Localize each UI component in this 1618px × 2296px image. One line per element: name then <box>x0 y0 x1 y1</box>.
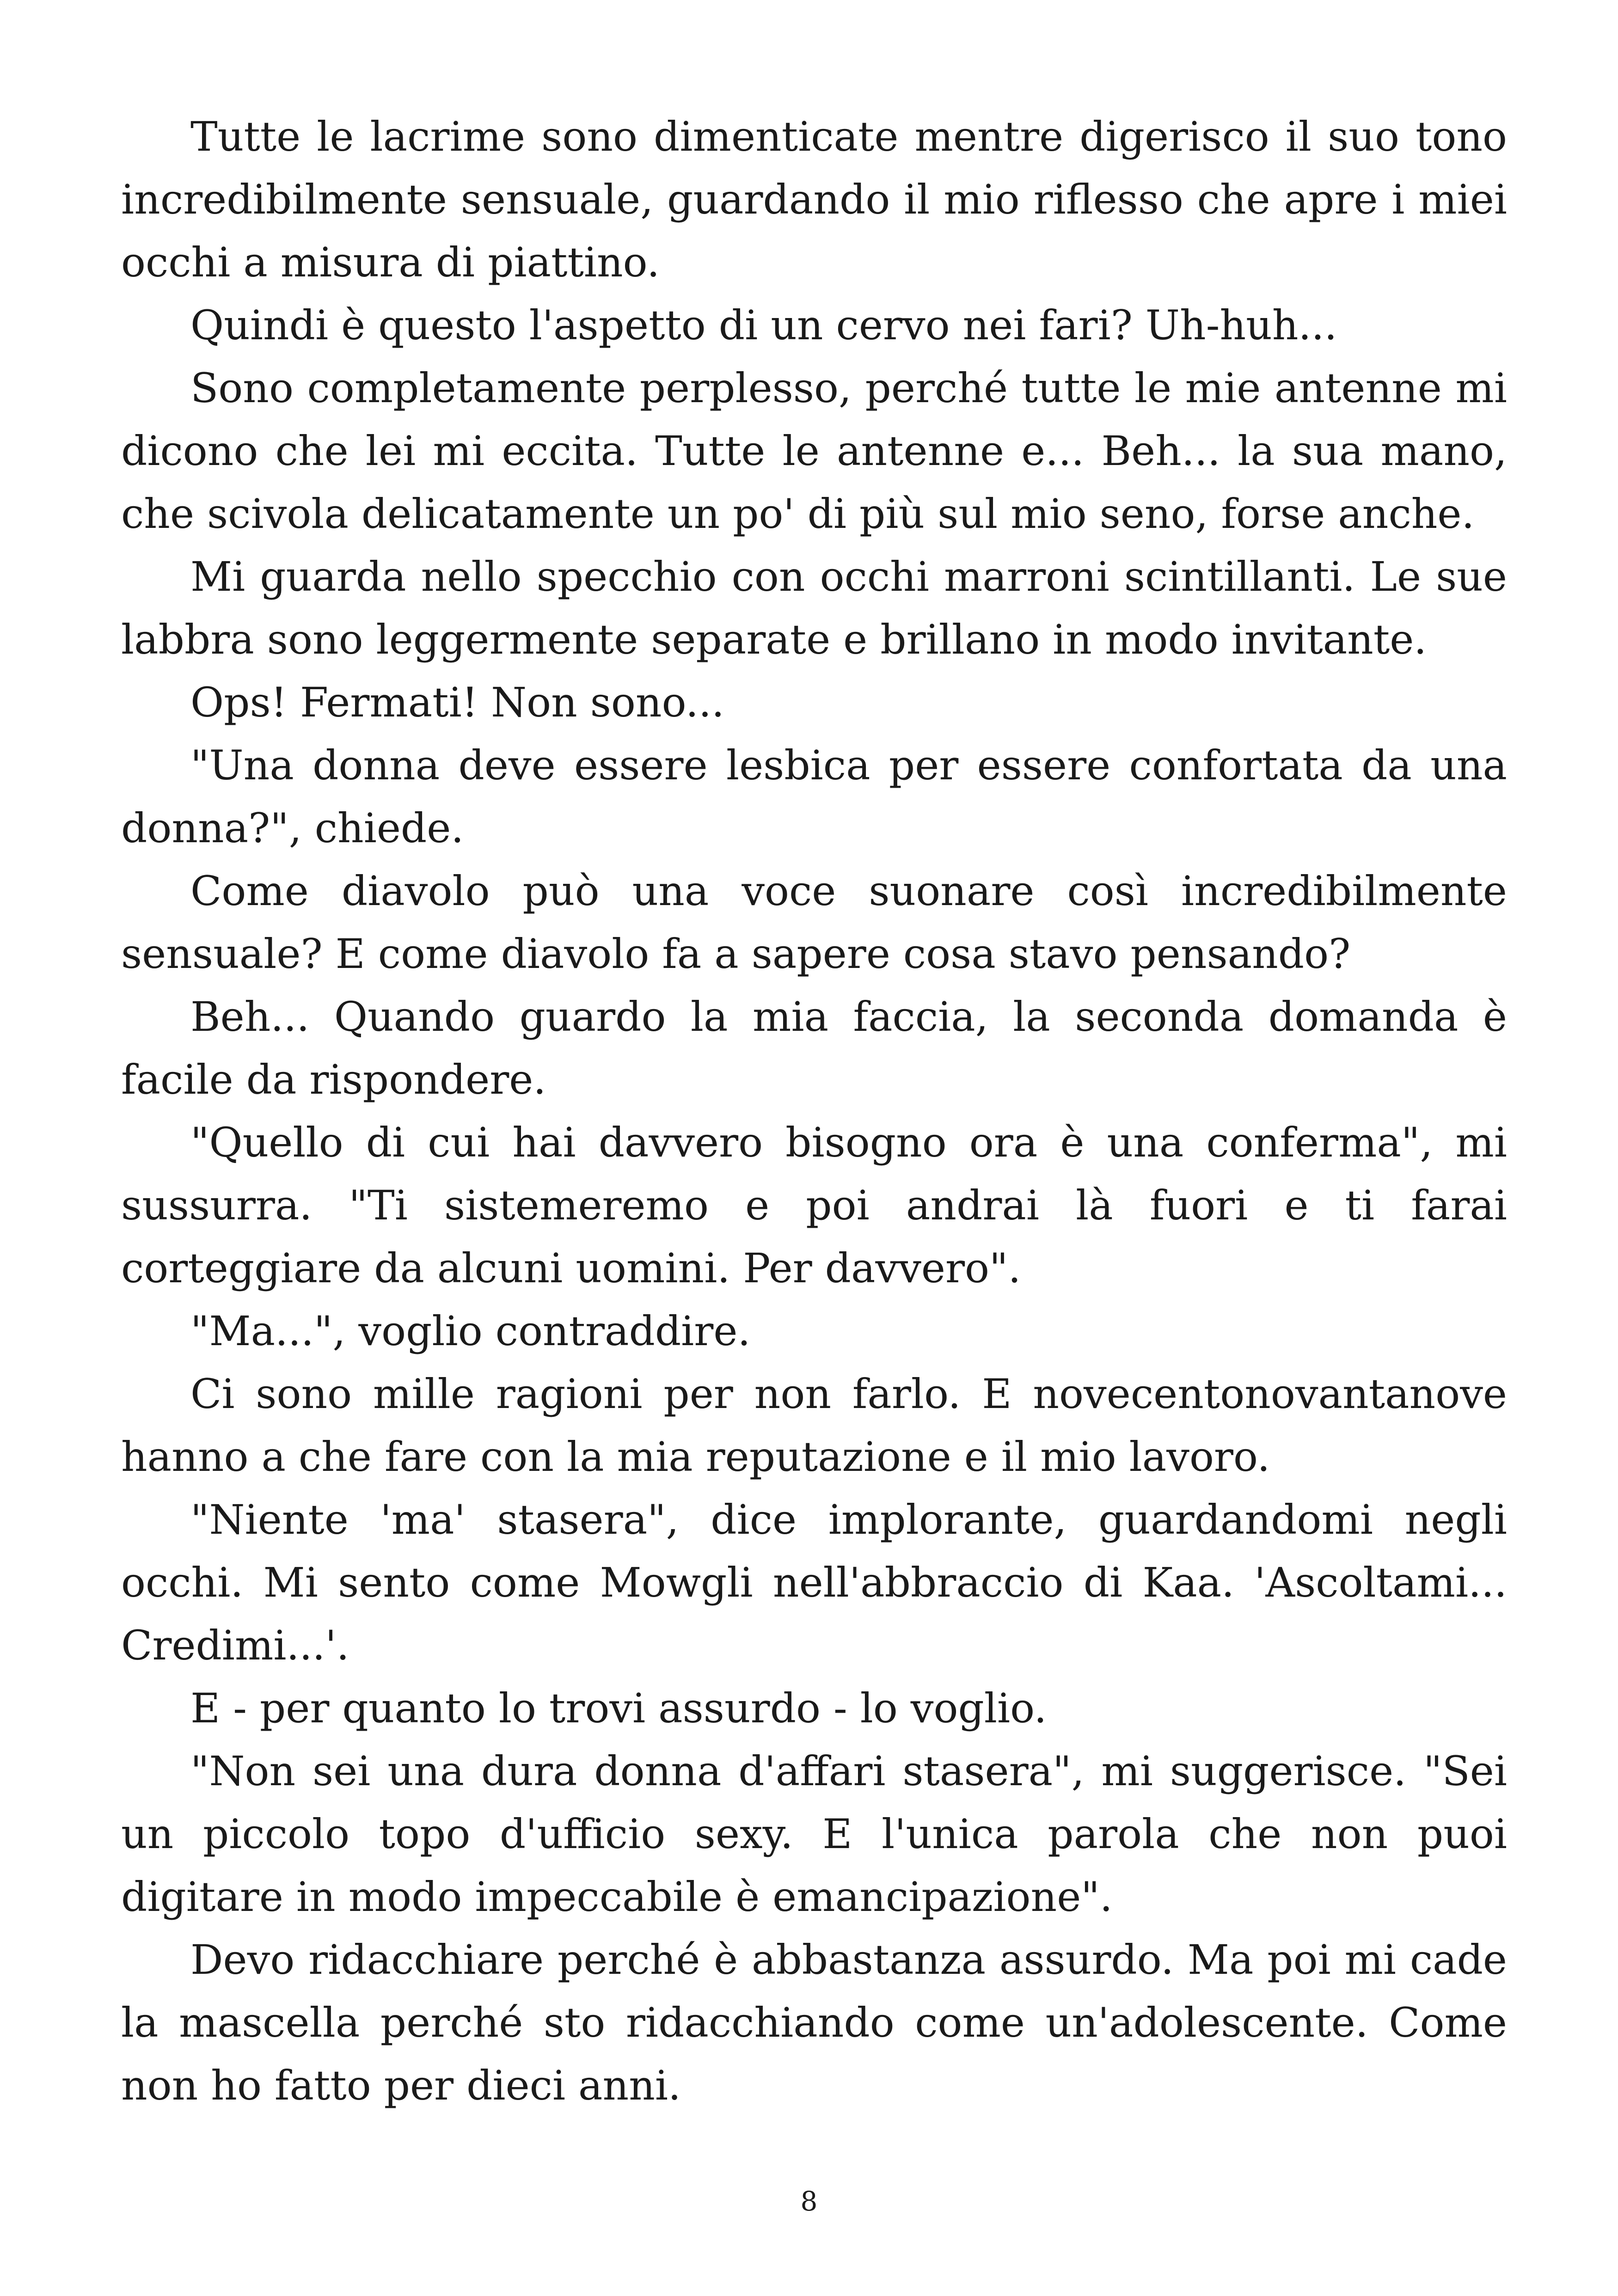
paragraph: "Quello di cui hai davvero bisogno ora è una conferma", mi sussurra. "Ti sistemeremo e poi andrai là fuori e ti farai corteggiare da alcuni uomini. Per davvero". <box>121 1119 1507 1292</box>
paragraph: Quindi è questo l'aspetto di un cervo nei fari? Uh-huh... <box>190 301 1337 349</box>
body-text <box>121 105 1507 2117</box>
paragraph: Mi guarda nello specchio con occhi marroni scintillanti. Le sue labbra sono leggermente separate e brillano in modo invitante. <box>121 553 1507 663</box>
paragraph: Ops! Fermati! Non sono... <box>190 679 724 726</box>
paragraph: "Ma...", voglio contraddire. <box>190 1307 751 1355</box>
paragraph: E - per quanto lo trovi assurdo - lo voglio. <box>190 1684 1047 1732</box>
page-number: 8 <box>800 2186 818 2217</box>
paragraph: Sono completamente perplesso, perché tutte le mie antenne mi dicono che lei mi eccita. Tutte le antenne e... Beh... la sua mano, che scivola delicatamente un po' di più sul mio seno, forse anche. <box>121 364 1507 538</box>
paragraph: "Una donna deve essere lesbica per essere confortata da una donna?", chiede. <box>121 741 1507 852</box>
paragraph: Devo ridacchiare perché è abbastanza assurdo. Ma poi mi cade la mascella perché sto ridacchiando come un'adolescente. Come non ho fatto per dieci anni. <box>121 1936 1507 2109</box>
paragraph: "Niente 'ma' stasera", dice implorante, guardandomi negli occhi. Mi sento come Mowgli nell'abbraccio di Kaa. 'Ascoltami... Credimi...'. <box>121 1496 1507 1669</box>
paragraph: "Non sei una dura donna d'affari stasera", mi suggerisce. "Sei un piccolo topo d'ufficio sexy. E l'unica parola che non puoi digitare in modo impeccabile è emancipazione". <box>121 1747 1507 1921</box>
paragraph: Tutte le lacrime sono dimenticate mentre digerisco il suo tono incredibilmente sensuale, guardando il mio riflesso che apre i miei occhi a misura di piattino. <box>121 113 1507 286</box>
paragraph: Come diavolo può una voce suonare così incredibilmente sensuale? E come diavolo fa a sapere cosa stavo pensando? <box>121 867 1507 978</box>
paragraph: Beh... Quando guardo la mia faccia, la seconda domanda è facile da rispondere. <box>121 993 1507 1103</box>
paragraph: Ci sono mille ragioni per non farlo. E novecentonovantanove hanno a che fare con la mia reputazione e il mio lavoro. <box>121 1370 1507 1481</box>
